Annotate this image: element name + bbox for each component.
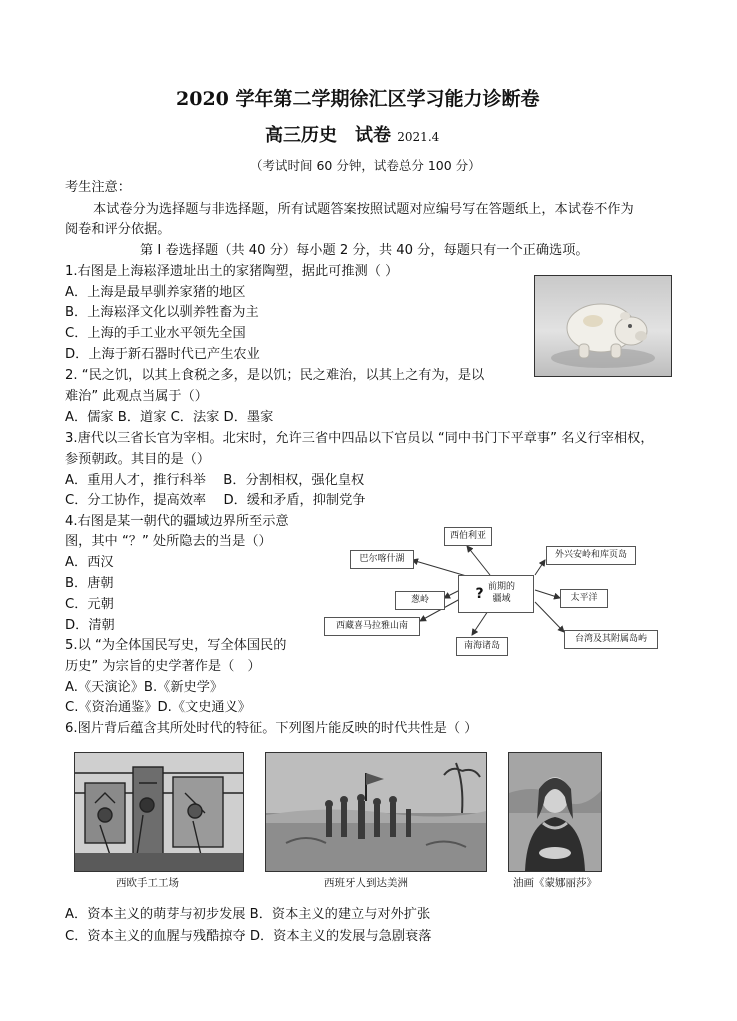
- caption-workshop: 西欧手工工场: [116, 877, 179, 889]
- box-west: 葱岭: [395, 591, 445, 610]
- workshop-engraving: [74, 752, 244, 872]
- q1-stem: 1.右图是上海崧泽遗址出土的家猪陶塑，据此可推测（ ）: [65, 264, 399, 279]
- q6-options-cd: C．资本主义的血腥与残酷掠夺 D．资本主义的发展与急剧衰落: [65, 929, 432, 944]
- q4-stem-line-2: 图，其中 “？” 处所隐去的当是（）: [65, 534, 272, 549]
- caption-mona-lisa: 油画《蒙娜丽莎》: [513, 877, 597, 889]
- diagram-center-box: [458, 575, 534, 613]
- q4-stem-line-1: 4.右图是某一朝代的疆域边界所至示意: [65, 514, 289, 529]
- q2-stem-line-1: 2. “民之饥，以其上食税之多，是以饥；民之难治，以其上之有为，是以: [65, 368, 485, 383]
- q2-options: A．儒家 B．道家 C．法家 D．墨家: [65, 410, 274, 425]
- q3-stem-line-2: 参预朝政。其目的是（）: [65, 452, 211, 467]
- exam-date: 2021.4: [397, 130, 440, 144]
- q5-options-cd: C.《资治通鉴》D.《文史通义》: [65, 700, 251, 715]
- notice-line-2: 阅卷和评分依据。: [65, 222, 171, 237]
- exam-subtitle: [265, 125, 439, 147]
- notice-line-1: 本试卷分为选择题与非选择题，所有试题答案按照试题对应编号写在答题纸上，本试卷不作为: [93, 202, 634, 217]
- q4-option-a: A．西汉: [65, 555, 114, 570]
- notice-label: 考生注意：: [65, 180, 131, 195]
- q1-option-c: C．上海的手工业水平领先全国: [65, 326, 246, 341]
- q2-stem-line-2: 难治” 此观点当属于（）: [65, 389, 208, 404]
- mona-lisa-painting: [508, 752, 602, 872]
- q3-options-ab: A．重用人才，推行科举 B．分割相权，强化皇权: [65, 473, 365, 488]
- time-note: （考试时间 60 分钟，试卷总分 100 分）: [250, 158, 481, 173]
- box-north: 西伯利亚: [444, 527, 492, 546]
- q1-option-d: D．上海于新石器时代已产生农业: [65, 347, 260, 362]
- spaniards-america-painting: [265, 752, 487, 872]
- workshop-engraving-image: [75, 753, 243, 871]
- question-mark: ?: [475, 585, 484, 602]
- box-south: 南海诸岛: [456, 637, 508, 656]
- q6-options-ab: A．资本主义的萌芽与初步发展 B．资本主义的建立与对外扩张: [65, 907, 431, 922]
- spaniards-america-image: [266, 753, 486, 871]
- section-1-heading: 第 I 卷选择题（共 40 分）每小题 2 分，共 40 分，每题只有一个正确选项。: [140, 243, 589, 258]
- box-west-north: 巴尔喀什湖: [350, 550, 414, 569]
- q4-option-b: B．唐朝: [65, 576, 114, 591]
- q5-options-ab: A.《天演论》B.《新史学》: [65, 680, 224, 695]
- pottery-pig-photo: [534, 275, 672, 377]
- exam-title: 2020 学年第二学期徐汇区学习能力诊断卷: [176, 88, 540, 110]
- q3-stem-line-1: 3.唐代以三省长官为宰相。北宋时，允许三省中四品以下官员以 “同中书门下平章事” 名义行宰相权，: [65, 431, 654, 446]
- caption-spaniards: 西班牙人到达美洲: [324, 877, 408, 889]
- q4-option-d: D．清朝: [65, 618, 115, 633]
- diagram-center-label: 前期的疆域: [488, 582, 516, 604]
- box-east-north: 外兴安岭和库页岛: [546, 546, 636, 565]
- q5-stem-line-1: 5.以 “为全体国民写史，写全体国民的: [65, 638, 287, 653]
- pottery-pig-image: [535, 276, 671, 376]
- q4-option-c: C．元朝: [65, 597, 114, 612]
- q5-stem-line-2: 历史” 为宗旨的史学著作是（ ）: [65, 659, 261, 674]
- box-west-south: 西藏喜马拉雅山南: [324, 617, 420, 636]
- q6-stem: 6.图片背后蕴含其所处时代的特征。下列图片能反映的时代共性是（ ）: [65, 721, 478, 736]
- subject-label: 高三历史 试卷: [265, 125, 391, 146]
- q1-option-a: A．上海是最早驯养家猪的地区: [65, 285, 246, 300]
- box-east: 太平洋: [560, 589, 608, 608]
- box-east-south: 台湾及其附属岛屿: [564, 630, 658, 649]
- mona-lisa-image: [509, 753, 601, 871]
- territory-diagram: [320, 520, 665, 660]
- q3-options-cd: C．分工协作，提高效率 D．缓和矛盾，抑制党争: [65, 493, 366, 508]
- q1-option-b: B．上海崧泽文化以驯养牲畜为主: [65, 305, 259, 320]
